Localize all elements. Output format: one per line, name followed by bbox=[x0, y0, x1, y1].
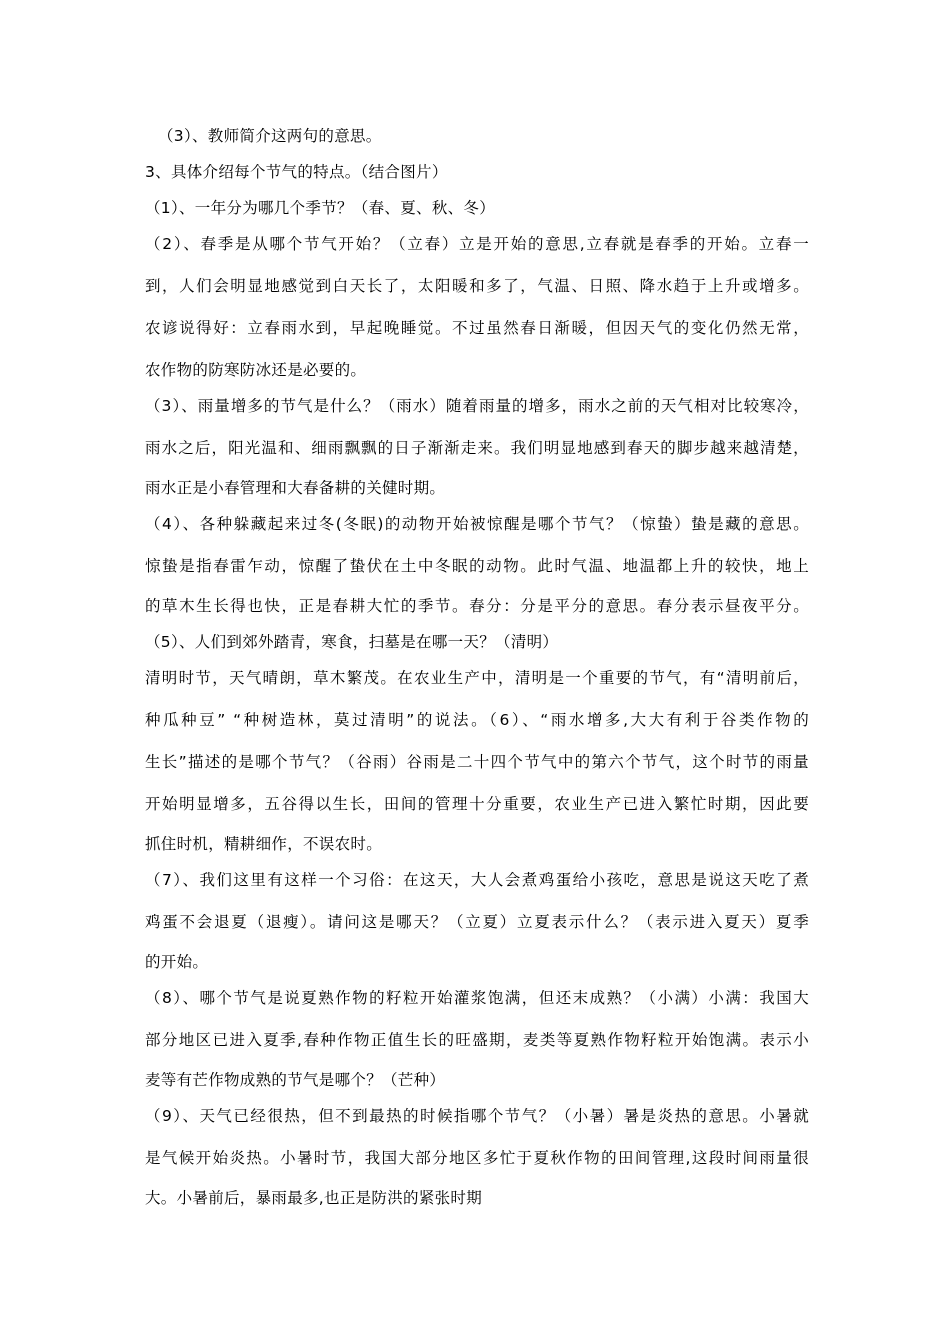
text-line: （3）、雨量增多的节气是什么？（雨水）随着雨量的增多，雨水之前的天气相对比较寒冷， bbox=[145, 397, 809, 415]
text-line: 农谚说得好：立春雨水到，早起晚睡觉。不过虽然春日渐暖，但因天气的变化仍然无常， bbox=[145, 319, 809, 337]
text-line: 到，人们会明显地感觉到白天长了，太阳暖和多了，气温、日照、降水趋于上升或增多。 bbox=[145, 277, 809, 295]
text-line: 是气候开始炎热。小暑时节，我国大部分地区多忙于夏秋作物的田间管理,这段时间雨量很 bbox=[145, 1149, 809, 1167]
text-line: 农作物的防寒防冰还是必要的。 bbox=[145, 361, 367, 379]
text-line: 3、具体介绍每个节气的特点。（结合图片） bbox=[145, 163, 448, 181]
text-line: 大。小暑前后，暴雨最多,也正是防洪的紧张时期 bbox=[145, 1189, 483, 1207]
text-line: 的开始。 bbox=[145, 953, 209, 971]
text-line: 雨水之后，阳光温和、细雨飘飘的日子渐渐走来。我们明显地感到春天的脚步越来越清楚， bbox=[145, 439, 809, 457]
text-line: （3）、教师简介这两句的意思。 bbox=[158, 127, 382, 145]
text-line: 清明时节，天气晴朗，草木繁茂。在农业生产中，清明是一个重要的节气，有“清明前后， bbox=[145, 669, 809, 687]
text-line: 的草木生长得也快，正是春耕大忙的季节。春分：分是平分的意思。春分表示昼夜平分。 bbox=[145, 597, 809, 615]
text-line: 麦等有芒作物成熟的节气是哪个？（芒种） bbox=[145, 1071, 446, 1089]
text-line: 生长”描述的是哪个节气？（谷雨）谷雨是二十四个节气中的第六个节气，这个时节的雨量 bbox=[145, 753, 809, 771]
text-line: 惊蛰是指春雷乍动，惊醒了蛰伏在土中冬眠的动物。此时气温、地温都上升的较快，地上 bbox=[145, 557, 809, 575]
text-line: （8）、哪个节气是说夏熟作物的籽粒开始灌浆饱满，但还末成熟？（小满）小满：我国大 bbox=[145, 989, 809, 1007]
text-line: 鸡蛋不会退夏（退瘦）。请问这是哪天？（立夏）立夏表示什么？（表示进入夏天）夏季 bbox=[145, 913, 809, 931]
text-line: （9）、天气已经很热，但不到最热的时候指哪个节气？（小暑）暑是炎热的意思。小暑就 bbox=[145, 1107, 809, 1125]
text-line: （4）、各种躲藏起来过冬(冬眠)的动物开始被惊醒是哪个节气？（惊蛰）蛰是藏的意思。 bbox=[145, 515, 809, 533]
text-line: （1）、一年分为哪几个季节？（春、夏、秋、冬） bbox=[145, 199, 496, 217]
text-line: 开始明显增多，五谷得以生长，田间的管理十分重要，农业生产已进入繁忙时期，因此要 bbox=[145, 795, 809, 813]
text-line: 种瓜种豆” “种树造林，莫过清明”的说法。（6）、“雨水增多,大大有利于谷类作物的 bbox=[145, 711, 809, 729]
text-line: 部分地区已进入夏季,春种作物正值生长的旺盛期，麦类等夏熟作物籽粒开始饱满。表示小 bbox=[145, 1031, 809, 1049]
text-line: 抓住时机，精耕细作，不误农时。 bbox=[145, 835, 383, 853]
text-line: （5）、人们到郊外踏青，寒食，扫墓是在哪一天？（清明） bbox=[145, 633, 559, 651]
text-line: 雨水正是小春管理和大春备耕的关健时期。 bbox=[145, 479, 446, 497]
text-line: （7）、我们这里有这样一个习俗：在这天，大人会煮鸡蛋给小孩吃，意思是说这天吃了煮 bbox=[145, 871, 809, 889]
text-line: （2）、春季是从哪个节气开始？（立春）立是开始的意思,立春就是春季的开始。立春一 bbox=[145, 235, 809, 253]
